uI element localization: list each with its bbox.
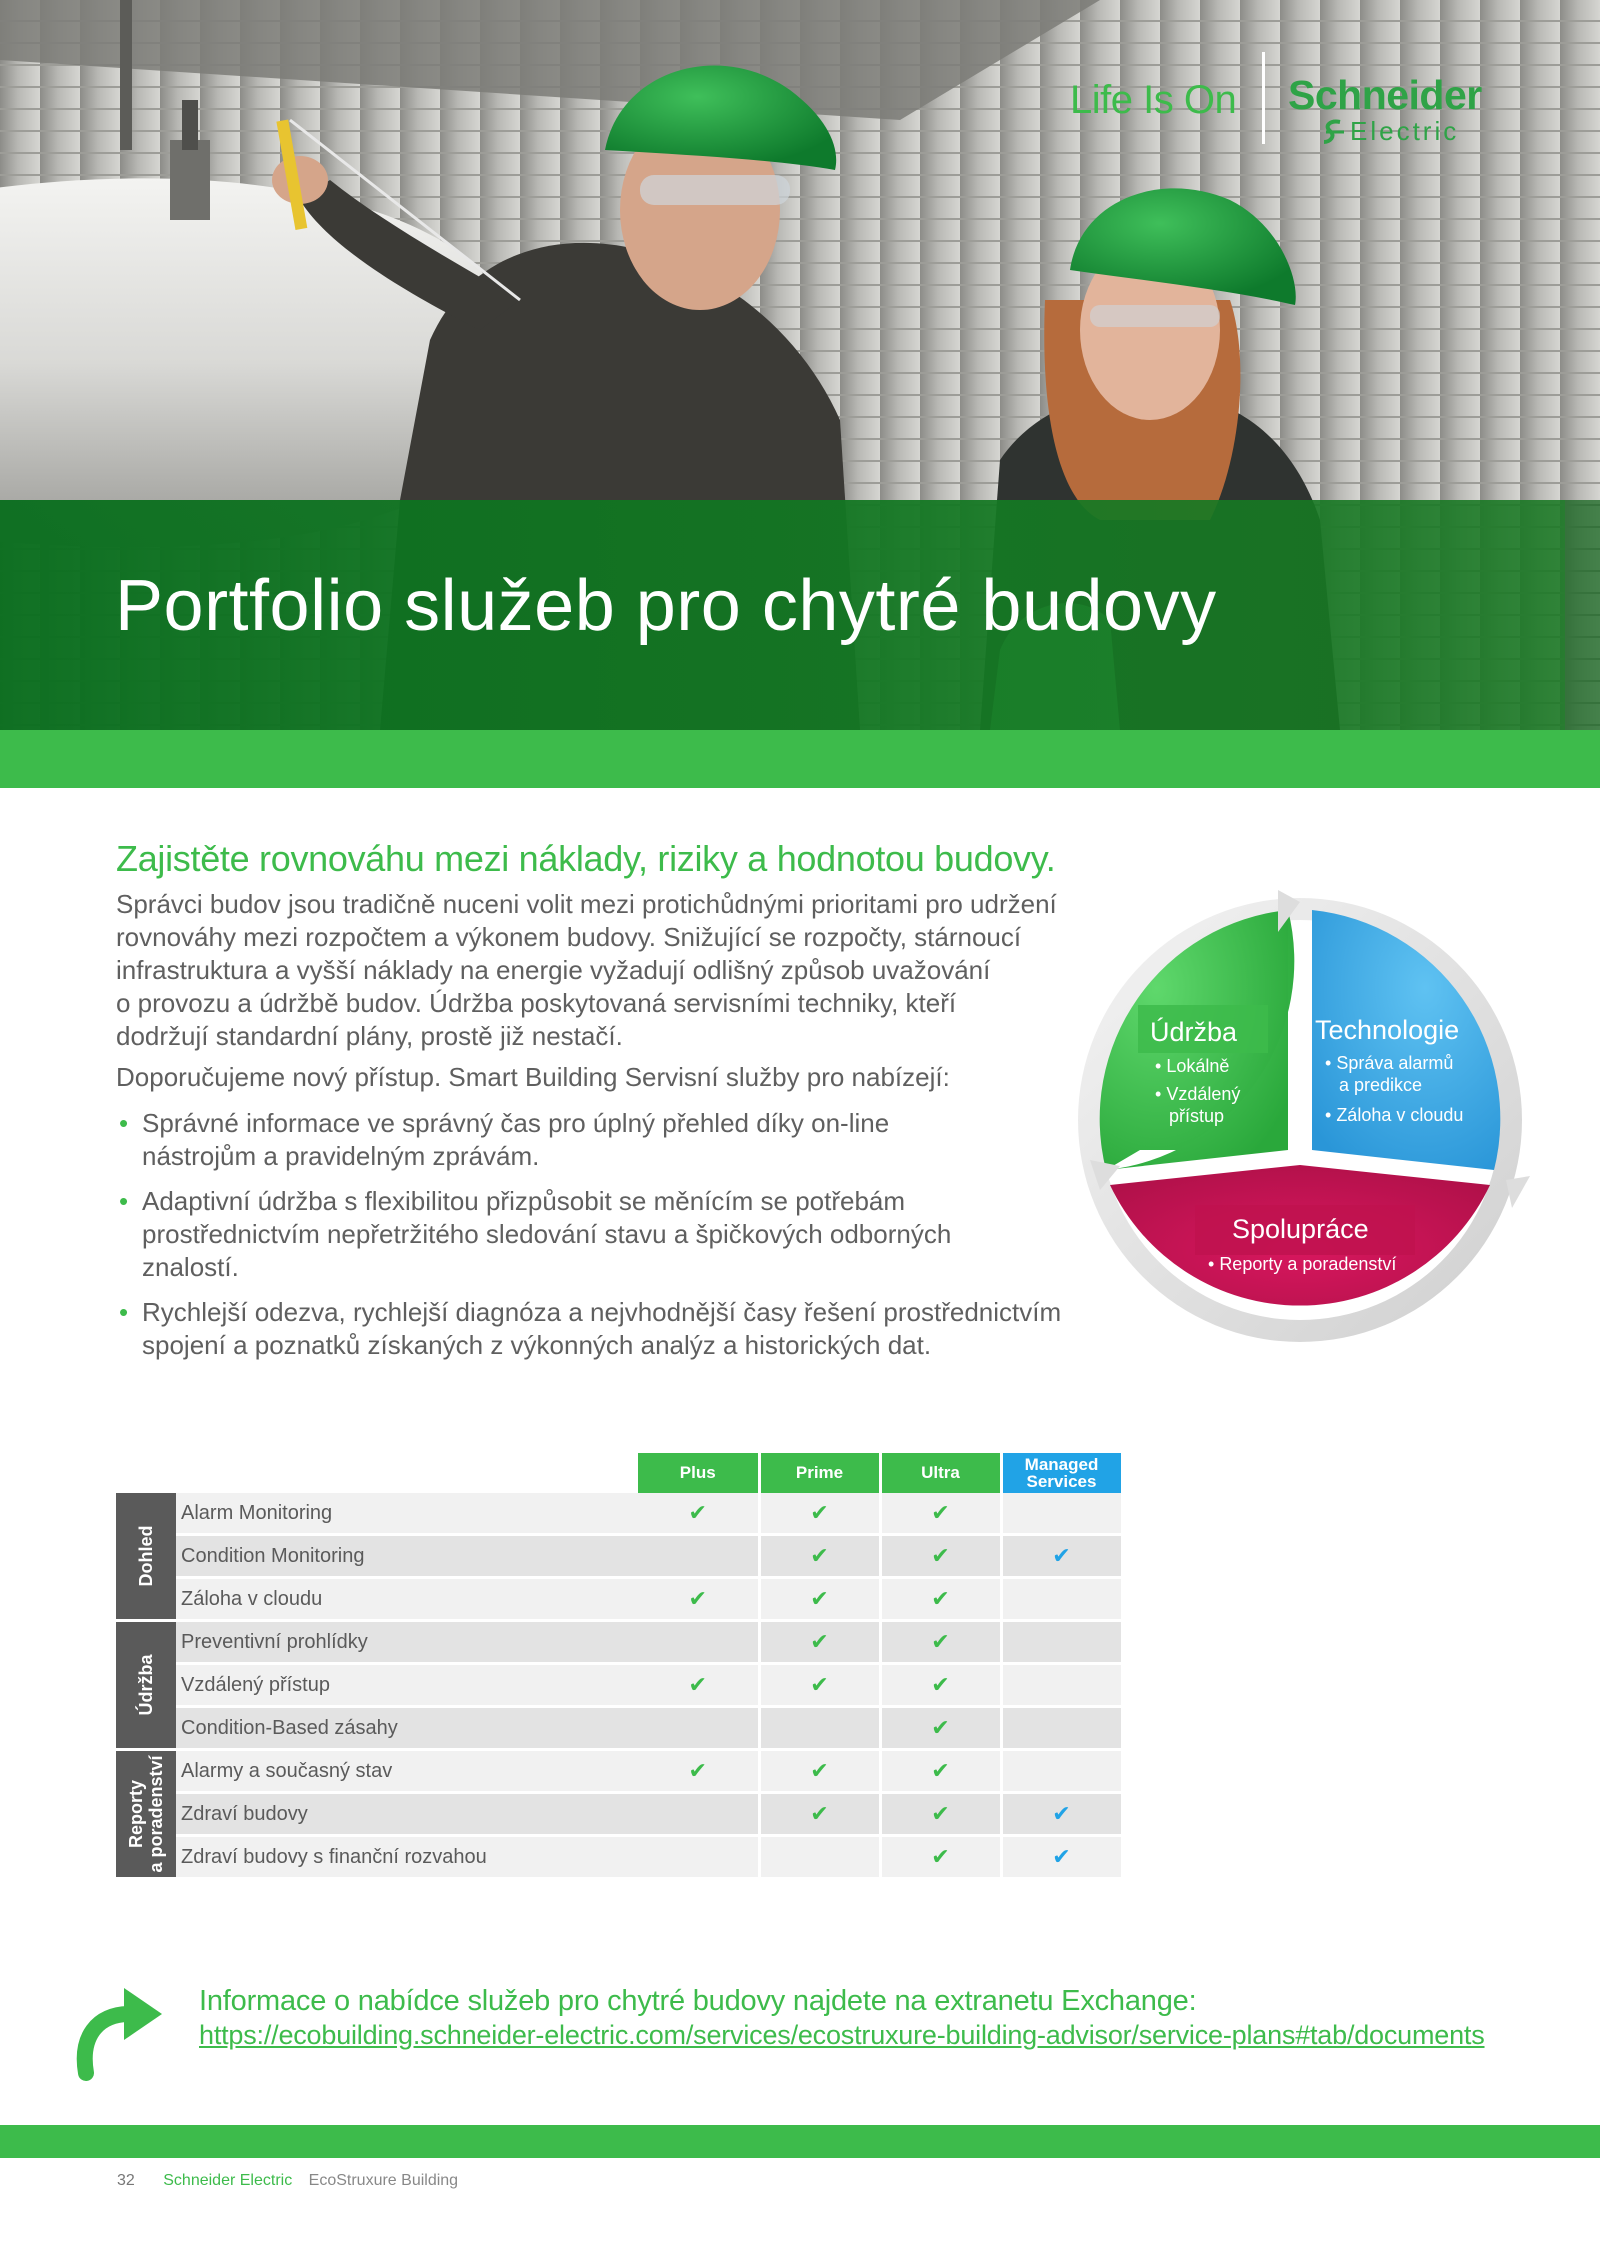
check-icon: ✔ (638, 1493, 759, 1535)
row-label: Preventivní prohlídky (176, 1621, 638, 1664)
list-item-continued: a predikce (1339, 1075, 1423, 1095)
check-icon: ✔ (759, 1578, 880, 1621)
check-icon: ✔ (759, 1493, 880, 1535)
intro-paragraph (116, 888, 1116, 1053)
table-row (116, 1621, 1122, 1664)
check-icon: ✔ (880, 1535, 1001, 1578)
spoluprace-title: Spolupráce (1232, 1214, 1369, 1244)
group-label-line: a poradenství (146, 1755, 166, 1873)
technologie-item: Správa alarmů (1336, 1053, 1454, 1073)
footer-green-bar (0, 2125, 1600, 2158)
intro-line: rovnováhy mezi rozpočtem a výkonem budovy. Snižující se rozpočty, stárnoucí (116, 922, 1022, 952)
empty-cell (759, 1836, 880, 1879)
check-icon: ✔ (880, 1836, 1001, 1879)
check-icon: ✔ (759, 1750, 880, 1793)
managed-line: Services (1026, 1472, 1097, 1491)
table-row (116, 1535, 1122, 1578)
list-item-line: Rychlejší odezva, rychlejší diagnóza a nejvhodnější časy řešení prostřednictvím (142, 1297, 1062, 1327)
benefit-list (116, 1107, 1126, 1374)
group-label-line: Údržba (136, 1654, 156, 1716)
table-row (116, 1793, 1122, 1836)
hero-banner (0, 0, 1600, 788)
check-icon: ✔ (1001, 1793, 1122, 1836)
bullet-icon: • (119, 1108, 129, 1138)
list-item-line: spojení a poznatků získaných z výkonných analýz a historických dat. (142, 1330, 932, 1360)
row-label: Záloha v cloudu (176, 1578, 638, 1621)
plan-header-managed (1001, 1453, 1122, 1493)
header-blank (116, 1453, 176, 1493)
footer-product: EcoStruxure Building (308, 2172, 459, 2189)
check-icon: ✔ (638, 1664, 759, 1707)
footer (117, 2172, 458, 2190)
table-row (116, 1493, 1122, 1535)
footer-brand: Schneider Electric (163, 2172, 293, 2189)
spoluprace-items (1208, 1253, 1396, 1275)
check-icon: ✔ (880, 1750, 1001, 1793)
check-icon: ✔ (638, 1578, 759, 1621)
check-icon: ✔ (638, 1750, 759, 1793)
list-item-line: prostřednictvím nepřetržitého sledování stavu a špičkových odborných (142, 1219, 952, 1249)
list-item-line: Adaptivní údržba s flexibilitou přizpůsobit se měnícím se potřebám (142, 1186, 906, 1216)
list-item-line: znalostí. (142, 1252, 239, 1282)
curved-arrow-icon (74, 1978, 164, 2088)
row-label: Vzdálený přístup (176, 1664, 638, 1707)
bullet-icon: • (119, 1186, 129, 1216)
page-number: 32 (117, 2172, 135, 2189)
udrzba-items (1155, 1055, 1240, 1127)
group-label (136, 1654, 156, 1715)
recommend-text: Doporučujeme nový přístup. Smart Building Servisní služby pro nabízejí: (116, 1062, 950, 1092)
intro-line: Správci budov jsou tradičně nuceni volit mezi protichůdnými prioritami pro udržení (116, 889, 1057, 919)
check-icon: ✔ (880, 1578, 1001, 1621)
tagline-text: Life Is On (1070, 78, 1237, 122)
list-item-line: Správné informace ve správný čas pro úplný přehled díky on-line (142, 1108, 890, 1138)
empty-cell (638, 1793, 759, 1836)
brand-logo (1060, 50, 1540, 150)
empty-cell (638, 1836, 759, 1879)
header-green-bar (0, 730, 1600, 788)
check-icon: ✔ (759, 1664, 880, 1707)
spoluprace-item: Reporty a poradenství (1219, 1254, 1397, 1274)
empty-cell (638, 1621, 759, 1664)
empty-cell (1001, 1493, 1122, 1535)
check-icon: ✔ (1001, 1836, 1122, 1879)
group-label (136, 1526, 156, 1587)
technologie-title: Technologie (1315, 1015, 1460, 1045)
service-cycle-diagram (1060, 880, 1540, 1360)
row-label: Zdraví budovy (176, 1793, 638, 1836)
intro-line: infrastruktura a vyšší náklady na energie vyžadují odlišný způsob uvažování (116, 955, 991, 985)
group-label-cell (116, 1493, 176, 1621)
schneider-mark-icon (1320, 118, 1348, 146)
table-header-row (116, 1453, 1122, 1493)
group-label-line: Reporty (126, 1779, 146, 1849)
exchange-link[interactable]: https://ecobuilding.schneider-electric.com/services/ecostruxure-building-advisor/service-plans#tab/documents (199, 2020, 1485, 2050)
logo-divider (1262, 52, 1265, 144)
info-text: Informace o nabídce služeb pro chytré budovy najdete na extranetu Exchange: (199, 1985, 1197, 2017)
empty-cell (1001, 1707, 1122, 1750)
empty-cell (638, 1707, 759, 1750)
table-row (116, 1750, 1122, 1793)
check-icon: ✔ (759, 1793, 880, 1836)
udrzba-title: Údržba (1150, 1017, 1238, 1047)
title-band-edge (1565, 500, 1600, 730)
plan-header-ultra: Ultra (880, 1453, 1001, 1493)
row-label: Alarm Monitoring (176, 1493, 638, 1535)
technologie-item: Záloha v cloudu (1336, 1105, 1464, 1125)
table-row (116, 1836, 1122, 1879)
list-item (116, 1107, 1126, 1173)
brand-sub: Electric (1350, 116, 1460, 146)
list-item (116, 1185, 1126, 1284)
tagline (1070, 78, 1236, 123)
empty-cell (759, 1707, 880, 1750)
check-icon: ✔ (759, 1621, 880, 1664)
header-blank (176, 1453, 638, 1493)
technologie-items (1325, 1052, 1463, 1126)
page-title: Portfolio služeb pro chytré budovy (115, 566, 1217, 646)
empty-cell (1001, 1750, 1122, 1793)
check-icon: ✔ (759, 1535, 880, 1578)
table-row (116, 1578, 1122, 1621)
check-icon: ✔ (880, 1793, 1001, 1836)
table-body (116, 1493, 1122, 1879)
list-item-line: nástrojům a pravidelným zprávám. (142, 1141, 540, 1171)
table-row (116, 1664, 1122, 1707)
list-item: • Reporty a poradenství (1208, 1254, 1397, 1274)
list-item: • Vzdálený (1155, 1084, 1241, 1104)
udrzba-label (1150, 1017, 1237, 1048)
group-label-cell (116, 1621, 176, 1750)
check-icon: ✔ (880, 1493, 1001, 1535)
group-label (126, 1755, 166, 1872)
list-item-continued: přístup (1169, 1106, 1225, 1126)
row-label: Condition Monitoring (176, 1535, 638, 1578)
section-subheading: Zajistěte rovnováhu mezi náklady, riziky a hodnotou budovy. (116, 838, 1056, 879)
managed-line: Managed (1024, 1455, 1099, 1474)
intro-line: dodržují standardní plány, prostě již nestačí. (116, 1021, 623, 1051)
list-item: • Správa alarmů (1325, 1053, 1454, 1073)
service-plans-table (116, 1453, 1124, 1880)
group-label-line: Dohled (136, 1525, 156, 1587)
empty-cell (638, 1535, 759, 1578)
row-label: Condition-Based zásahy (176, 1707, 638, 1750)
group-label-cell (116, 1750, 176, 1879)
row-label: Zdraví budovy s finanční rozvahou (176, 1836, 638, 1879)
plan-header-prime: Prime (759, 1453, 880, 1493)
table-row (116, 1707, 1122, 1750)
check-icon: ✔ (1001, 1535, 1122, 1578)
list-item (116, 1296, 1126, 1362)
list-item: • Lokálně (1155, 1056, 1230, 1076)
brand-name: Schneider (1288, 72, 1482, 118)
cycle-arrow-icon (1506, 1176, 1530, 1208)
empty-cell (1001, 1621, 1122, 1664)
check-icon: ✔ (880, 1707, 1001, 1750)
check-icon: ✔ (880, 1664, 1001, 1707)
cycle-graphic (1060, 880, 1540, 1360)
plan-header-plus: Plus (638, 1453, 759, 1493)
udrzba-item: Vzdálený (1166, 1084, 1241, 1104)
check-icon: ✔ (880, 1621, 1001, 1664)
bullet-icon: • (119, 1297, 129, 1327)
udrzba-item: Lokálně (1166, 1056, 1230, 1076)
empty-cell (1001, 1664, 1122, 1707)
row-label: Alarmy a současný stav (176, 1750, 638, 1793)
intro-line: o provozu a údržbě budov. Údržba poskytovaná servisními techniky, kteří (116, 988, 957, 1018)
empty-cell (1001, 1578, 1122, 1621)
list-item: • Záloha v cloudu (1325, 1105, 1464, 1125)
